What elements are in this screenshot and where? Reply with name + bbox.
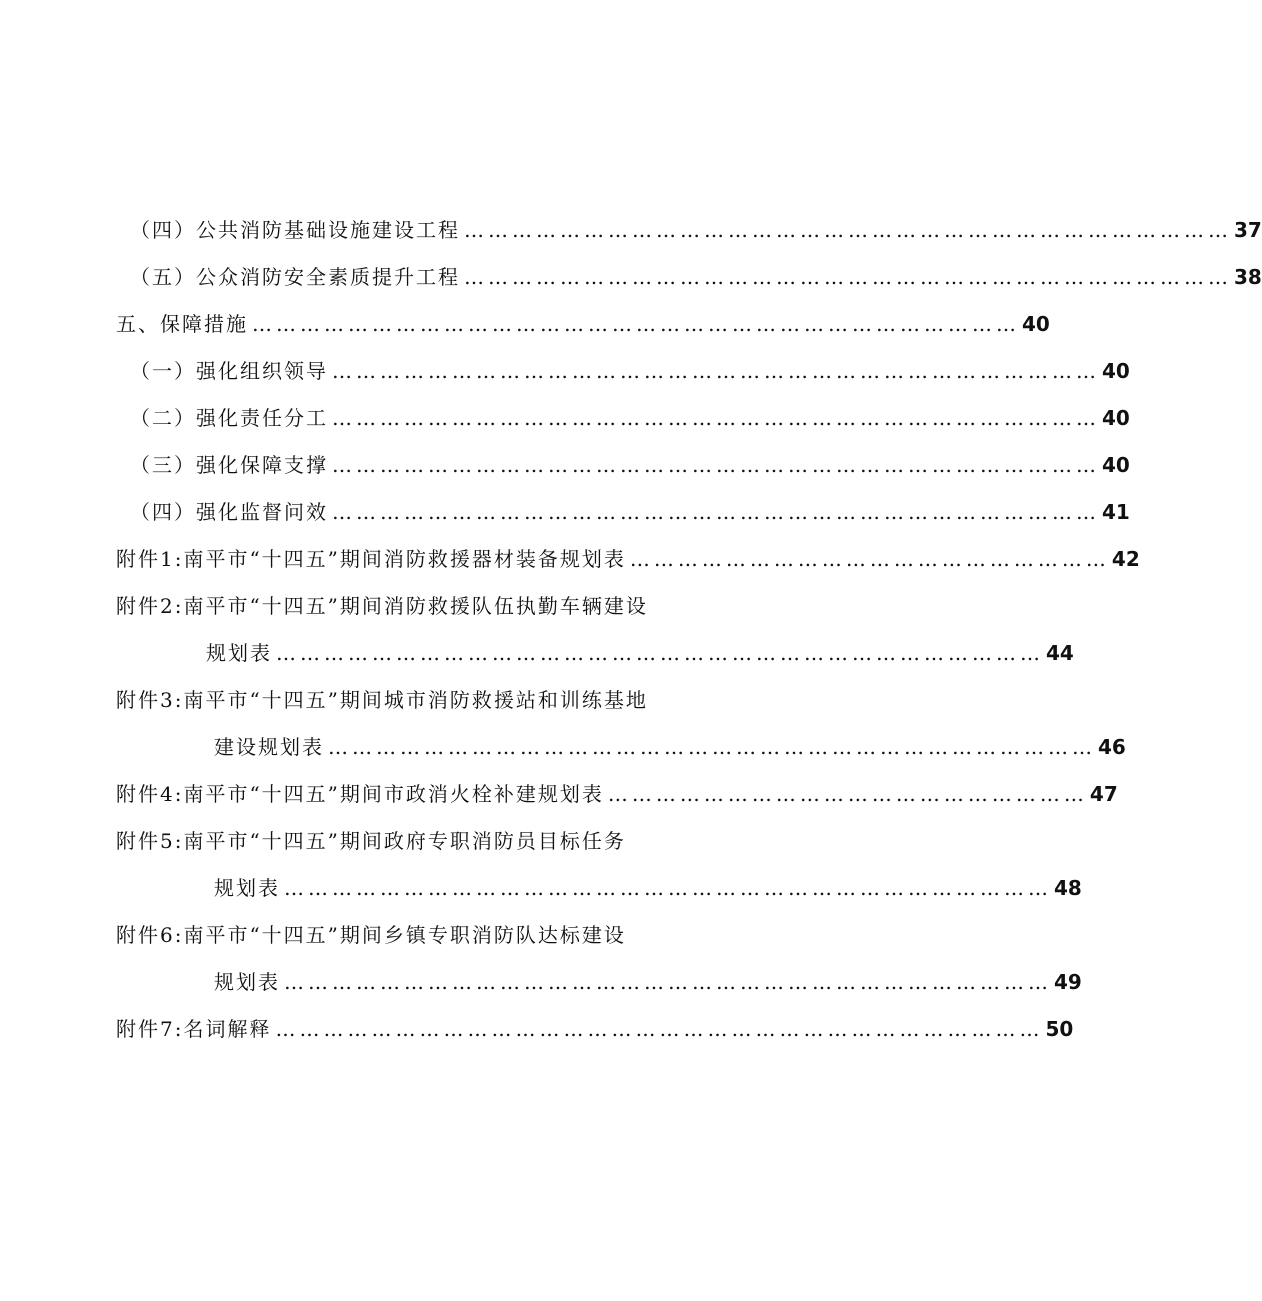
dot-leader: …………………………………………………… <box>629 547 1110 571</box>
toc-entry-label: 附件2:南平市“十四五”期间消防救援队伍执勤车辆建设 <box>116 594 648 618</box>
toc-entry-label: 附件5:南平市“十四五”期间政府专职消防员目标任务 <box>116 829 626 853</box>
toc-entry[interactable] <box>130 349 1130 385</box>
toc-entry-page: 50 <box>1045 1017 1074 1041</box>
toc-entry-label: 附件6:南平市“十四五”期间乡镇专职消防队达标建设 <box>116 923 626 947</box>
toc-entry-heading[interactable] <box>116 913 802 949</box>
toc-entry-page: 48 <box>1054 876 1082 900</box>
toc-entry-continuation[interactable] <box>214 725 1126 761</box>
toc-entry-page: 41 <box>1102 500 1130 524</box>
toc-entry[interactable] <box>116 1007 1074 1043</box>
toc-entry[interactable] <box>130 255 1262 291</box>
toc-entry-page: 46 <box>1098 735 1126 759</box>
toc-entry[interactable] <box>116 302 1050 338</box>
toc-entry[interactable] <box>130 443 1130 479</box>
dot-leader: …………………………………………………………………………………… <box>332 500 1100 524</box>
toc-entry-label: （三）强化保障支撑 <box>130 453 328 477</box>
toc-entry-label: 附件4:南平市“十四五”期间市政消火栓补建规划表 <box>116 782 604 806</box>
toc-entry-page: 47 <box>1089 782 1118 806</box>
toc-entry-label: 附件3:南平市“十四五”期间城市消防救援站和训练基地 <box>116 688 648 712</box>
dot-leader: …………………………………………………………………………………… <box>284 876 1052 900</box>
toc-entry-label: 五、保障措施 <box>116 312 248 336</box>
toc-entry-page: 42 <box>1111 547 1140 571</box>
toc-entry-page: 40 <box>1102 453 1130 477</box>
toc-entry-page: 40 <box>1102 359 1130 383</box>
toc-entry-page: 49 <box>1054 970 1082 994</box>
toc-entry-continuation[interactable] <box>214 960 1082 996</box>
toc-entry-label: 附件7:名词解释 <box>116 1017 272 1041</box>
dot-leader: …………………………………………………………………………………… <box>276 641 1044 665</box>
toc-entry-continuation-label: 建设规划表 <box>214 735 324 759</box>
toc-entry[interactable] <box>130 396 1130 432</box>
toc-entry-label: 附件1:南平市“十四五”期间消防救援器材装备规划表 <box>116 547 626 571</box>
toc-entry-heading[interactable] <box>116 584 802 620</box>
dot-leader: …………………………………………………………………………………… <box>252 312 1020 336</box>
toc-entry[interactable] <box>130 490 1130 526</box>
toc-entry[interactable] <box>130 208 1262 244</box>
dot-leader: …………………………………………………………………………………… <box>275 1017 1044 1041</box>
dot-leader: …………………………………………………………………………………… <box>328 735 1096 759</box>
toc-entry-label: （五）公众消防安全素质提升工程 <box>130 265 460 289</box>
dot-leader: …………………………………………………… <box>607 782 1088 806</box>
dot-leader: …………………………………………………………………………………… <box>464 265 1232 289</box>
toc-entry-continuation[interactable] <box>214 866 1082 902</box>
toc-entry-continuation-label: 规划表 <box>206 641 272 665</box>
toc-entry-page: 40 <box>1022 312 1050 336</box>
toc-entry-heading[interactable] <box>116 819 802 855</box>
toc-entry-heading[interactable] <box>116 678 802 714</box>
toc-entry-label: （一）强化组织领导 <box>130 359 328 383</box>
toc-entry-continuation[interactable] <box>206 631 1074 667</box>
toc-entry-page: 44 <box>1046 641 1074 665</box>
toc-entry-label: （四）强化监督问效 <box>130 500 328 524</box>
toc-entry-label: （四）公共消防基础设施建设工程 <box>130 218 460 242</box>
toc-entry-page: 38 <box>1234 265 1262 289</box>
toc-entry-continuation-label: 规划表 <box>214 876 280 900</box>
toc-entry[interactable] <box>116 772 1118 808</box>
dot-leader: …………………………………………………………………………………… <box>332 453 1100 477</box>
dot-leader: …………………………………………………………………………………… <box>332 359 1100 383</box>
toc-entry[interactable] <box>116 537 1140 573</box>
dot-leader: …………………………………………………………………………………… <box>284 970 1052 994</box>
toc-entry-page: 40 <box>1102 406 1130 430</box>
toc-entry-page: 37 <box>1234 218 1262 242</box>
dot-leader: …………………………………………………………………………………… <box>464 218 1232 242</box>
dot-leader: …………………………………………………………………………………… <box>332 406 1100 430</box>
toc-entry-label: （二）强化责任分工 <box>130 406 328 430</box>
toc-entry-continuation-label: 规划表 <box>214 970 280 994</box>
